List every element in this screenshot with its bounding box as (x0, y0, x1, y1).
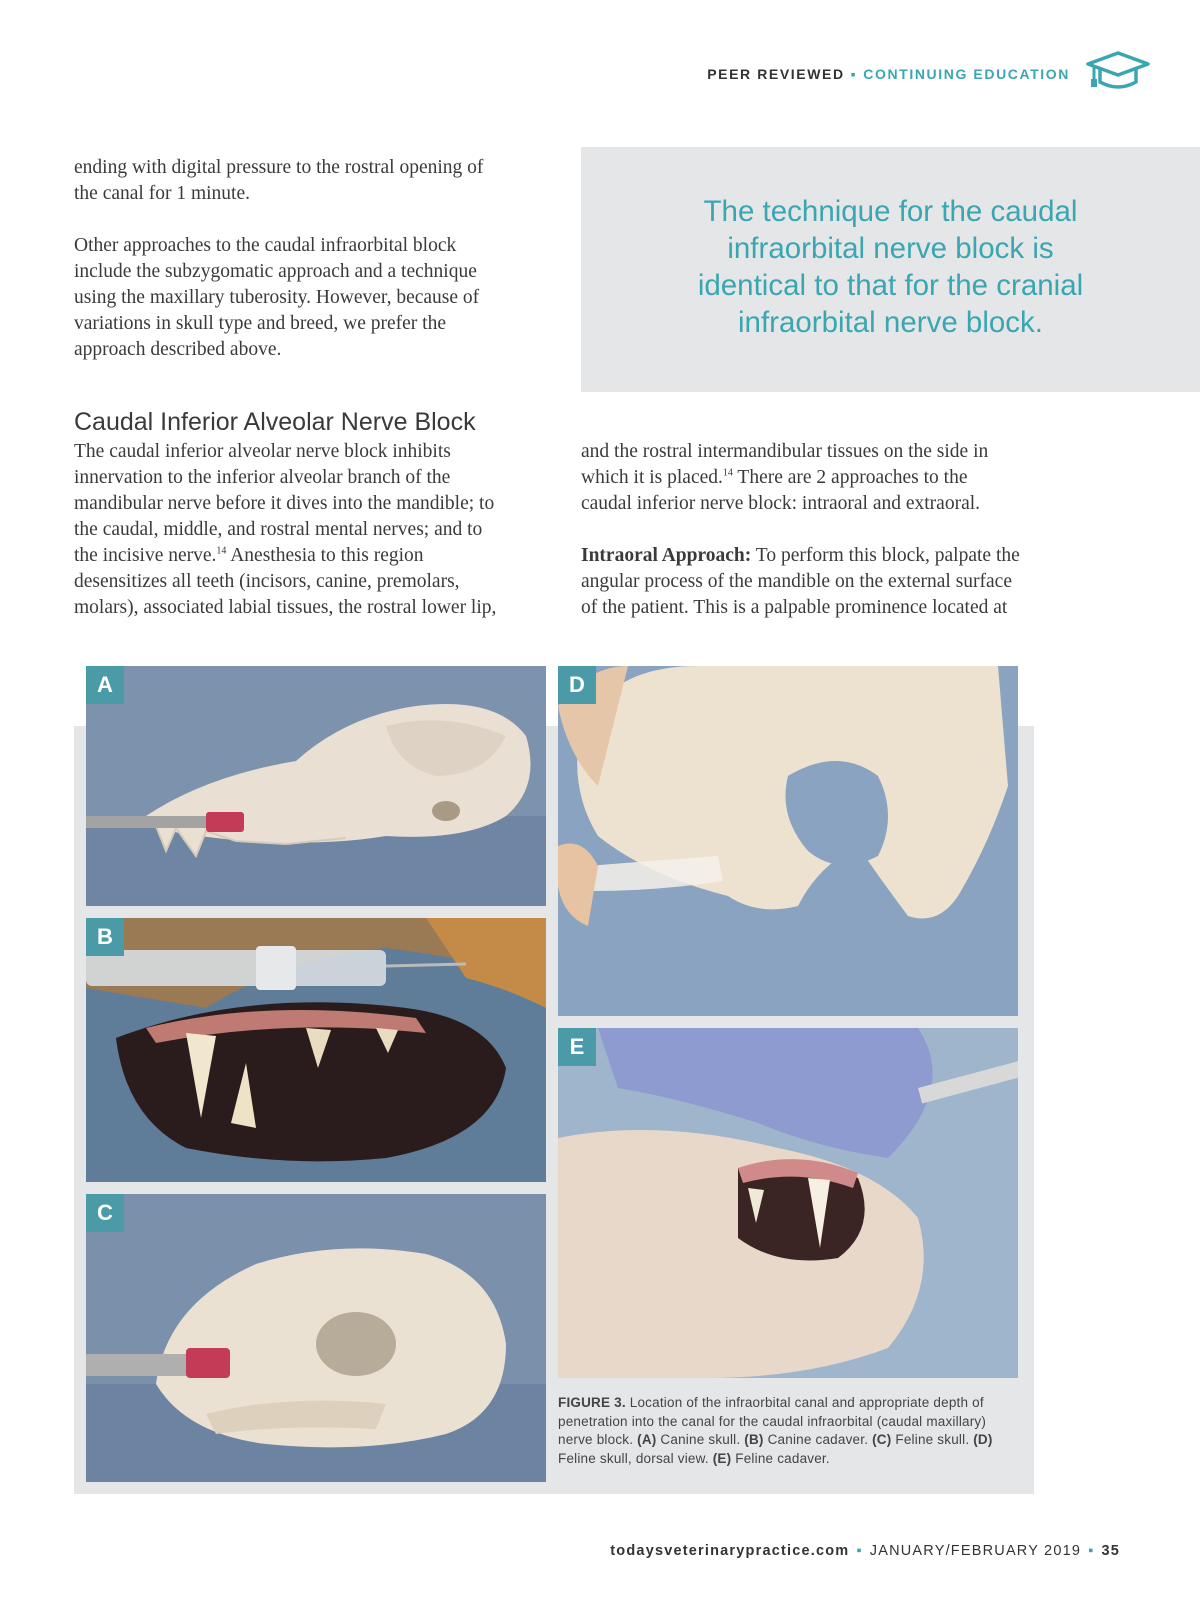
page-footer (610, 1543, 1120, 1559)
text-line: To perform this block, palpate the (751, 545, 1020, 566)
feline-cadaver-illustration (558, 1028, 1018, 1378)
text-line: and the rostral intermandibular tissues on the side in (581, 441, 989, 462)
text-line: of the patient. This is a palpable prominence located at (581, 597, 1008, 618)
header-separator: ▪ (850, 65, 858, 82)
run-in-heading: Intraoral Approach: (581, 545, 752, 566)
text-line: The technique for the caudal (703, 194, 1078, 228)
text-line: The caudal inferior alveolar nerve block inhibits (74, 441, 451, 462)
canine-skull-illustration (86, 666, 546, 906)
caption-tag: (E) (712, 1450, 732, 1466)
section-heading: Caudal Inferior Alveolar Nerve Block (74, 408, 476, 436)
figure-photo-c (86, 1194, 546, 1482)
text-line: innervation to the inferior alveolar branch of the (74, 467, 451, 488)
figure-photo-b (86, 918, 546, 1182)
text-line: ending with digital pressure to the rostral opening of (74, 157, 484, 178)
citation: 14 (216, 545, 227, 557)
header-continuing-education: CONTINUING EDUCATION (863, 65, 1070, 82)
figure-photo-a (86, 666, 546, 906)
feline-skull-illustration (86, 1194, 546, 1482)
text-line: infraorbital nerve block is (727, 231, 1054, 265)
page-number: 35 (1101, 1543, 1120, 1559)
caption-text: Canine cadaver. (763, 1432, 873, 1447)
text-line: molars), associated labial tissues, the rostral lower lip, (74, 597, 497, 618)
caption-tag: (D) (973, 1432, 993, 1447)
caption-text: Canine skull. (656, 1432, 745, 1447)
section-paragraph-right-2 (581, 543, 1061, 621)
canine-cadaver-illustration (86, 918, 546, 1182)
section-paragraph-right-1 (581, 439, 1061, 517)
intro-column (74, 155, 544, 363)
caption-tag: (B) (744, 1432, 764, 1447)
text-line: variations in skull type and breed, we prefer the (74, 313, 446, 334)
text-line: Anesthesia to this region (226, 545, 424, 566)
figure-caption-label: FIGURE 3. (558, 1395, 626, 1410)
text-line: the incisive nerve. (74, 545, 217, 566)
graduation-cap-icon (1084, 50, 1152, 97)
caption-tag: (C) (872, 1432, 892, 1447)
footer-separator: ▪ (856, 1543, 863, 1559)
feline-skull-dorsal-illustration (558, 666, 1018, 1016)
footer-separator: ▪ (1088, 1543, 1095, 1559)
figure-photo-d (558, 666, 1018, 1016)
text-line: identical to that for the cranial (697, 268, 1084, 302)
footer-date: JANUARY/FEBRUARY 2019 (869, 1543, 1082, 1559)
figure-label-c: C (86, 1194, 124, 1232)
text-line: approach described above. (74, 339, 282, 360)
header-peer-reviewed: PEER REVIEWED (707, 65, 845, 82)
pull-quote (581, 147, 1200, 392)
section-left-column (74, 439, 554, 621)
text-line: Other approaches to the caudal infraorbital block (74, 235, 457, 256)
caption-tag: (A) (637, 1432, 657, 1447)
text-line: caudal inferior nerve block: intraoral and extraoral. (581, 493, 981, 514)
caption-text: Feline skull. (891, 1432, 974, 1447)
figure-caption (558, 1394, 1018, 1468)
figure-photo-e (558, 1028, 1018, 1378)
page-header (707, 50, 1152, 97)
section-paragraph-left (74, 439, 554, 621)
text-line: include the subzygomatic approach and a technique (74, 261, 477, 282)
text-line: the caudal, middle, and rostral mental nerves; and to (74, 519, 483, 540)
caption-text: Location of the infraorbital canal and appropriate depth of penetration into the canal for the caudal infraorbital (caudal maxillary) nerve block. (558, 1395, 987, 1447)
figure-label-b: B (86, 918, 124, 956)
paragraph-2 (74, 233, 544, 363)
figure-label-a: A (86, 666, 124, 704)
text-line: infraorbital nerve block. (738, 305, 1043, 339)
figure-label-e: E (558, 1028, 596, 1066)
paragraph-1 (74, 155, 544, 207)
caption-text: Feline cadaver. (731, 1450, 830, 1466)
text-line: angular process of the mandible on the external surface (581, 571, 1012, 592)
text-line: which it is placed. (581, 467, 723, 488)
text-line: desensitizes all teeth (incisors, canine, premolars, (74, 571, 460, 592)
caption-text: Feline skull, dorsal view. (558, 1450, 713, 1466)
footer-site: todaysveterinarypractice.com (610, 1543, 850, 1559)
text-line: mandibular nerve before it dives into the mandible; to (74, 493, 495, 514)
section-right-column (581, 439, 1061, 621)
text-line: There are 2 approaches to the (732, 467, 968, 488)
text-line: using the maxillary tuberosity. However, because of (74, 287, 480, 308)
header-label (707, 66, 1070, 82)
pull-quote-text (656, 193, 1126, 341)
figure-label-d: D (558, 666, 596, 704)
citation: 14 (722, 467, 733, 479)
text-line: the canal for 1 minute. (74, 183, 250, 204)
